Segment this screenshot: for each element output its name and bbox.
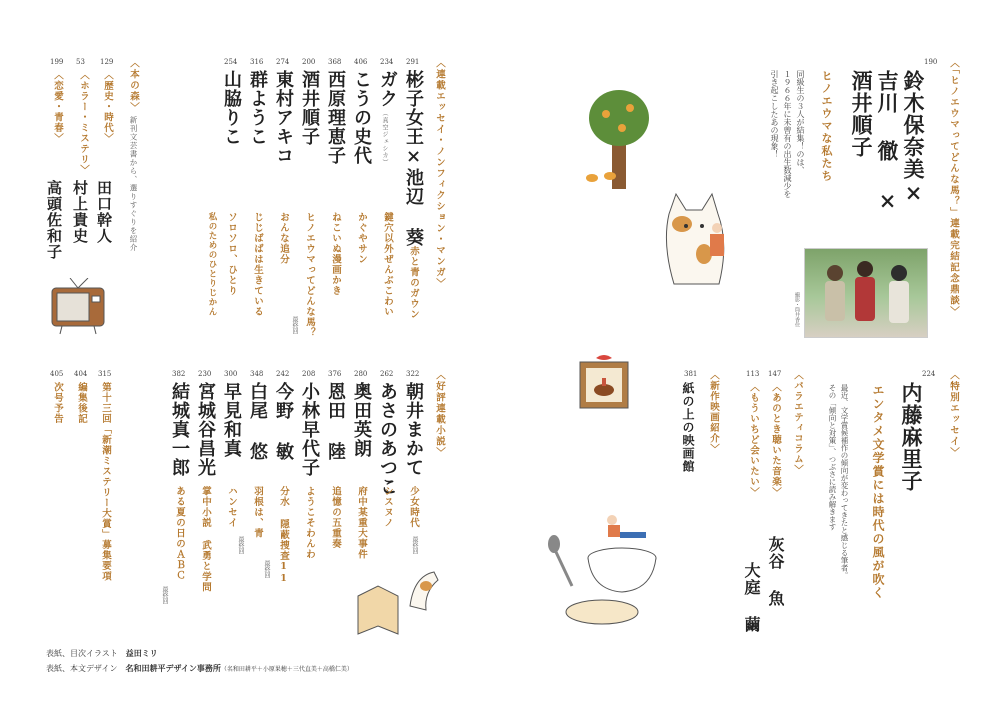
essay-subtitle-8: 私のためのひとりじかん — [207, 212, 217, 317]
forest-page-2: 53 — [76, 58, 85, 66]
novel-final-6: 最終回 — [263, 560, 270, 578]
forest-page-1: 129 — [100, 58, 114, 66]
essay-page-6: 274 — [276, 58, 290, 66]
misc-title-2: 編集後記 — [76, 382, 87, 424]
misc-title-1: 第十三回「新潮ミステリー大賞」募集要項 — [100, 382, 111, 582]
forest-genre-2: 〈ホラー・ミステリ〉 — [78, 70, 89, 175]
novel-title-1: 少女時代 — [408, 486, 419, 528]
novel-title-6: 分水 隠蔽捜査11 — [278, 486, 289, 585]
essay-title-7: じじばばは生きている — [252, 212, 263, 317]
variety-label: 〈バラエティコラム〉 — [792, 370, 803, 475]
cat-illustration — [654, 184, 734, 304]
novel-author-10: 結城真一郎 — [169, 382, 190, 477]
novel-title-8: ハンセイ — [226, 486, 237, 528]
forest-author-1: 田口幹人 — [95, 180, 113, 244]
newfilm-title: 紙の上の映画館 — [681, 382, 695, 473]
credit-line-1: 表紙、目次イラスト 益田ミリ — [46, 648, 158, 658]
essay-page-2: 234 — [380, 58, 394, 66]
essay-title-1: 赤と青のガウン — [408, 246, 419, 320]
special-label: 〈特別エッセイ〉 — [948, 370, 959, 458]
novel-page-7: 348 — [250, 370, 264, 378]
novel-page-2: 262 — [380, 370, 394, 378]
special-lead: 最近、文学賞候補作の傾向が変わってきたと感じる筆者。 その「傾向と対策」、つぶさに読み解きます — [828, 384, 849, 579]
novel-title-3: 府中某重大事件 — [356, 486, 367, 560]
tv-illustration — [48, 278, 108, 338]
misc-title-3: 次号予告 — [52, 382, 63, 424]
essay-page-5: 200 — [302, 58, 316, 66]
essay-title-3: かぐやサン — [356, 212, 367, 265]
essays-label: 〈連載エッセイ・ノンフィクション・マンガ〉 — [434, 58, 445, 289]
framed-picture-illustration — [574, 352, 634, 412]
book-cat-illustration — [354, 566, 454, 636]
newfilm-page: 381 — [684, 370, 698, 378]
newfilm-label: 〈新作映画紹介〉 — [708, 370, 719, 454]
essay-author-4: 西原理恵子 — [325, 70, 346, 165]
feature-name-1: 鈴木保奈美× — [901, 70, 926, 206]
essay-author-2: ガク — [377, 70, 398, 108]
teacup-illustration — [542, 500, 682, 630]
novels-label: 〈好評連載小説〉 — [434, 370, 445, 458]
essay-page-3: 406 — [354, 58, 368, 66]
novel-author-2: あさのあつこ — [377, 382, 398, 496]
essay-title-5: ヒノエウマってどんな馬？ — [304, 212, 315, 338]
novel-page-1: 322 — [406, 370, 420, 378]
essay-title-2: 鍵穴以外ぜんぶこわい — [382, 212, 393, 317]
essay-title-4: ねこいぬ漫画かき — [330, 212, 341, 296]
novel-title-2: シスヌノ — [382, 486, 393, 528]
credit-line-2: 表紙、本文デザイン 名和田耕平デザイン事務所（名和田耕平＋小原果穂＋三代直美＋高橋仁美） — [46, 663, 353, 673]
essay-author-8: 山脇りこ — [221, 70, 242, 146]
novel-page-6: 242 — [276, 370, 290, 378]
novel-title-9: 掌中小説 武勇と学問 — [200, 486, 211, 593]
feature-title: ヒノエウマな私たち — [820, 70, 833, 183]
essay-author-5: 酒井順子 — [299, 70, 320, 146]
candy-illustration — [582, 168, 622, 188]
forest-label: 〈本の森〉 — [128, 58, 139, 113]
novel-author-3: 奥田英朗 — [351, 382, 372, 458]
novel-author-9: 宮城谷昌光 — [195, 382, 216, 477]
misc-page-1: 315 — [98, 370, 112, 378]
forest-page-3: 199 — [50, 58, 64, 66]
special-title: エンタメ文学賞には時代の風が吹く — [871, 384, 885, 600]
misc-page-2: 404 — [74, 370, 88, 378]
novel-author-1: 朝井まかて — [403, 382, 424, 477]
novel-title-10: ある夏の日のＡＢＣ — [174, 486, 185, 581]
novel-page-9: 230 — [198, 370, 212, 378]
novel-page-3: 280 — [354, 370, 368, 378]
feature-lead: 同級生の３人が結集！のは、 １９６６年に未曾有の出生数減少を 引き起こしたあの現象！ — [770, 70, 805, 198]
novel-final-1: 最終回 — [411, 536, 418, 554]
novel-author-4: 恩田 陸 — [325, 382, 346, 461]
variety-author-2: 大庭 繭 — [742, 562, 761, 633]
essay-author-1: 彬子女王×池辺 葵 — [403, 70, 424, 247]
novel-author-8: 早見和真 — [221, 382, 242, 458]
novel-final-10: 最終回 — [161, 586, 168, 604]
misc-page-3: 405 — [50, 370, 64, 378]
forest-genre-1: 〈歴史・時代〉 — [102, 70, 113, 144]
forest-author-2: 村上貴史 — [71, 180, 89, 244]
special-page: 224 — [922, 370, 936, 378]
novel-page-5: 208 — [302, 370, 316, 378]
feature-page: 190 — [924, 58, 938, 66]
forest-desc: 新刊文芸書から、選りすぐりを紹介 — [129, 116, 138, 252]
essay-author-7: 群ようこ — [247, 70, 268, 146]
essay-page-1: 291 — [406, 58, 420, 66]
variety-page-1: 147 — [768, 370, 782, 378]
essay-author-3: こうの史代 — [351, 70, 372, 165]
novel-author-7: 白尾 悠 — [247, 382, 268, 461]
variety-page-2: 113 — [746, 370, 760, 378]
essay-title-6: おんな追分 — [278, 212, 289, 265]
feature-name-2: 吉川 徹 × — [875, 70, 900, 214]
novel-page-10: 382 — [172, 370, 186, 378]
novel-title-4: 追憶の五重奏 — [330, 486, 341, 549]
forest-author-3: 高頭佐和子 — [45, 180, 63, 260]
special-author: 内藤麻里子 — [899, 382, 924, 492]
novel-page-4: 376 — [328, 370, 342, 378]
essay-author-6: 東村アキコ — [273, 70, 294, 165]
novel-author-6: 今野 敏 — [273, 382, 294, 461]
photo-credit: 撮影・筒井香住 — [794, 292, 800, 327]
essay-final-5: 最終回 — [291, 316, 298, 334]
essay-page-4: 368 — [328, 58, 342, 66]
feature-label: 〈「ヒノエウマってどんな馬？」連載完結記念鼎談〉 — [948, 58, 959, 318]
novel-author-5: 小林早代子 — [299, 382, 320, 477]
forest-genre-3: 〈恋愛・青春〉 — [52, 70, 63, 144]
variety-title-2: 〈もういちど会いたい〉 — [748, 382, 759, 498]
essay-page-7: 316 — [250, 58, 264, 66]
variety-author-1: 灰谷 魚 — [766, 536, 785, 607]
essay-page-8: 254 — [224, 58, 238, 66]
essay-note-2: （真空ジェシカ） — [381, 110, 388, 166]
novel-title-5: ようこそわんわ — [304, 486, 315, 560]
novel-page-8: 300 — [224, 370, 238, 378]
feature-name-3: 酒井順子 — [849, 70, 874, 158]
feature-photo — [804, 248, 928, 338]
novel-title-7: 羽根は、青 — [252, 486, 263, 539]
novel-final-7: 最終回 — [237, 536, 244, 554]
essay-title-8: ソロソロ、ひとり — [226, 212, 237, 296]
variety-title-1: 〈あのとき聴いた音楽〉 — [770, 382, 781, 498]
